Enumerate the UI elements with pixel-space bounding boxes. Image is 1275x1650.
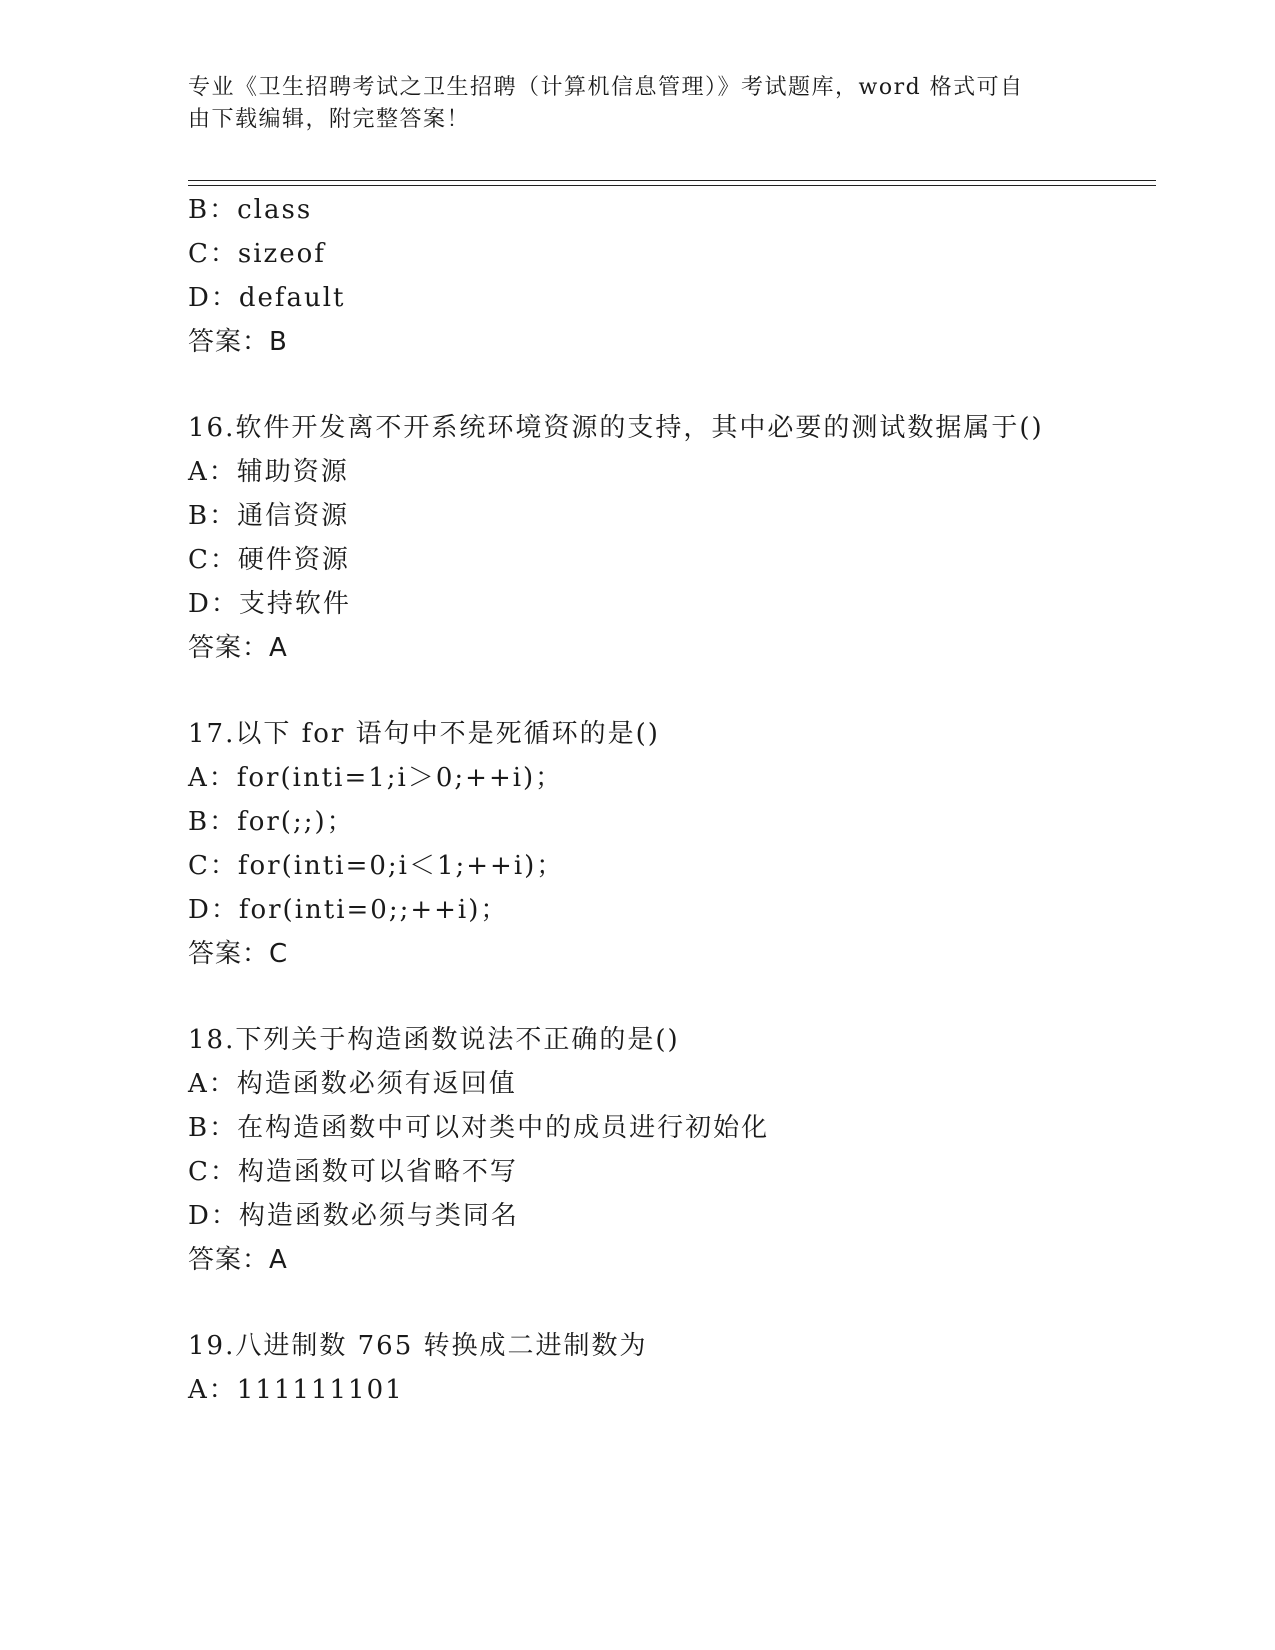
q19-question: 19.八进制数 765 转换成二进制数为 [188, 1331, 648, 1361]
header-line-2: 由下载编辑，附完整答案！ [188, 107, 471, 132]
q16-option-a: A：辅助资源 [188, 457, 349, 487]
q19-option-a: A：111111101 [188, 1375, 404, 1405]
q17-answer: 答案：C [188, 939, 289, 969]
q18-answer: 答案：A [188, 1245, 288, 1275]
q15-answer: 答案：B [188, 327, 288, 357]
q18-option-a: A：构造函数必须有返回值 [188, 1069, 517, 1099]
q17-option-a: A：for(inti=1;i＞0;++i)； [188, 763, 564, 793]
q15-option-d: D：default [188, 283, 346, 313]
header-divider-top [188, 180, 1156, 181]
q18-option-c: C：构造函数可以省略不写 [188, 1157, 518, 1187]
header-divider-bottom [188, 185, 1156, 186]
q17-option-c: C：for(inti=0;i＜1;++i)； [188, 851, 565, 881]
q17-question: 17.以下 for 语句中不是死循环的是() [188, 719, 660, 749]
q17-option-d: D：for(inti=0;;++i)； [188, 895, 509, 925]
q15-option-b: B：class [188, 195, 313, 225]
q15-option-c: C：sizeof [188, 239, 326, 269]
q16-option-b: B：通信资源 [188, 501, 350, 531]
page-header [188, 72, 1068, 136]
q18-option-d: D：构造函数必须与类同名 [188, 1201, 519, 1231]
header-line-1: 专业《卫生招聘考试之卫生招聘（计算机信息管理）》考试题库，word 格式可自 [188, 75, 1024, 100]
q17-option-b: B：for(;;)； [188, 807, 355, 837]
q16-option-c: C：硬件资源 [188, 545, 350, 575]
q18-question: 18.下列关于构造函数说法不正确的是() [188, 1025, 680, 1055]
q18-option-b: B：在构造函数中可以对类中的成员进行初始化 [188, 1113, 770, 1143]
q16-answer: 答案：A [188, 633, 288, 663]
q16-option-d: D：支持软件 [188, 589, 351, 619]
q16-question: 16.软件开发离不开系统环境资源的支持，其中必要的测试数据属于() [188, 413, 1044, 443]
